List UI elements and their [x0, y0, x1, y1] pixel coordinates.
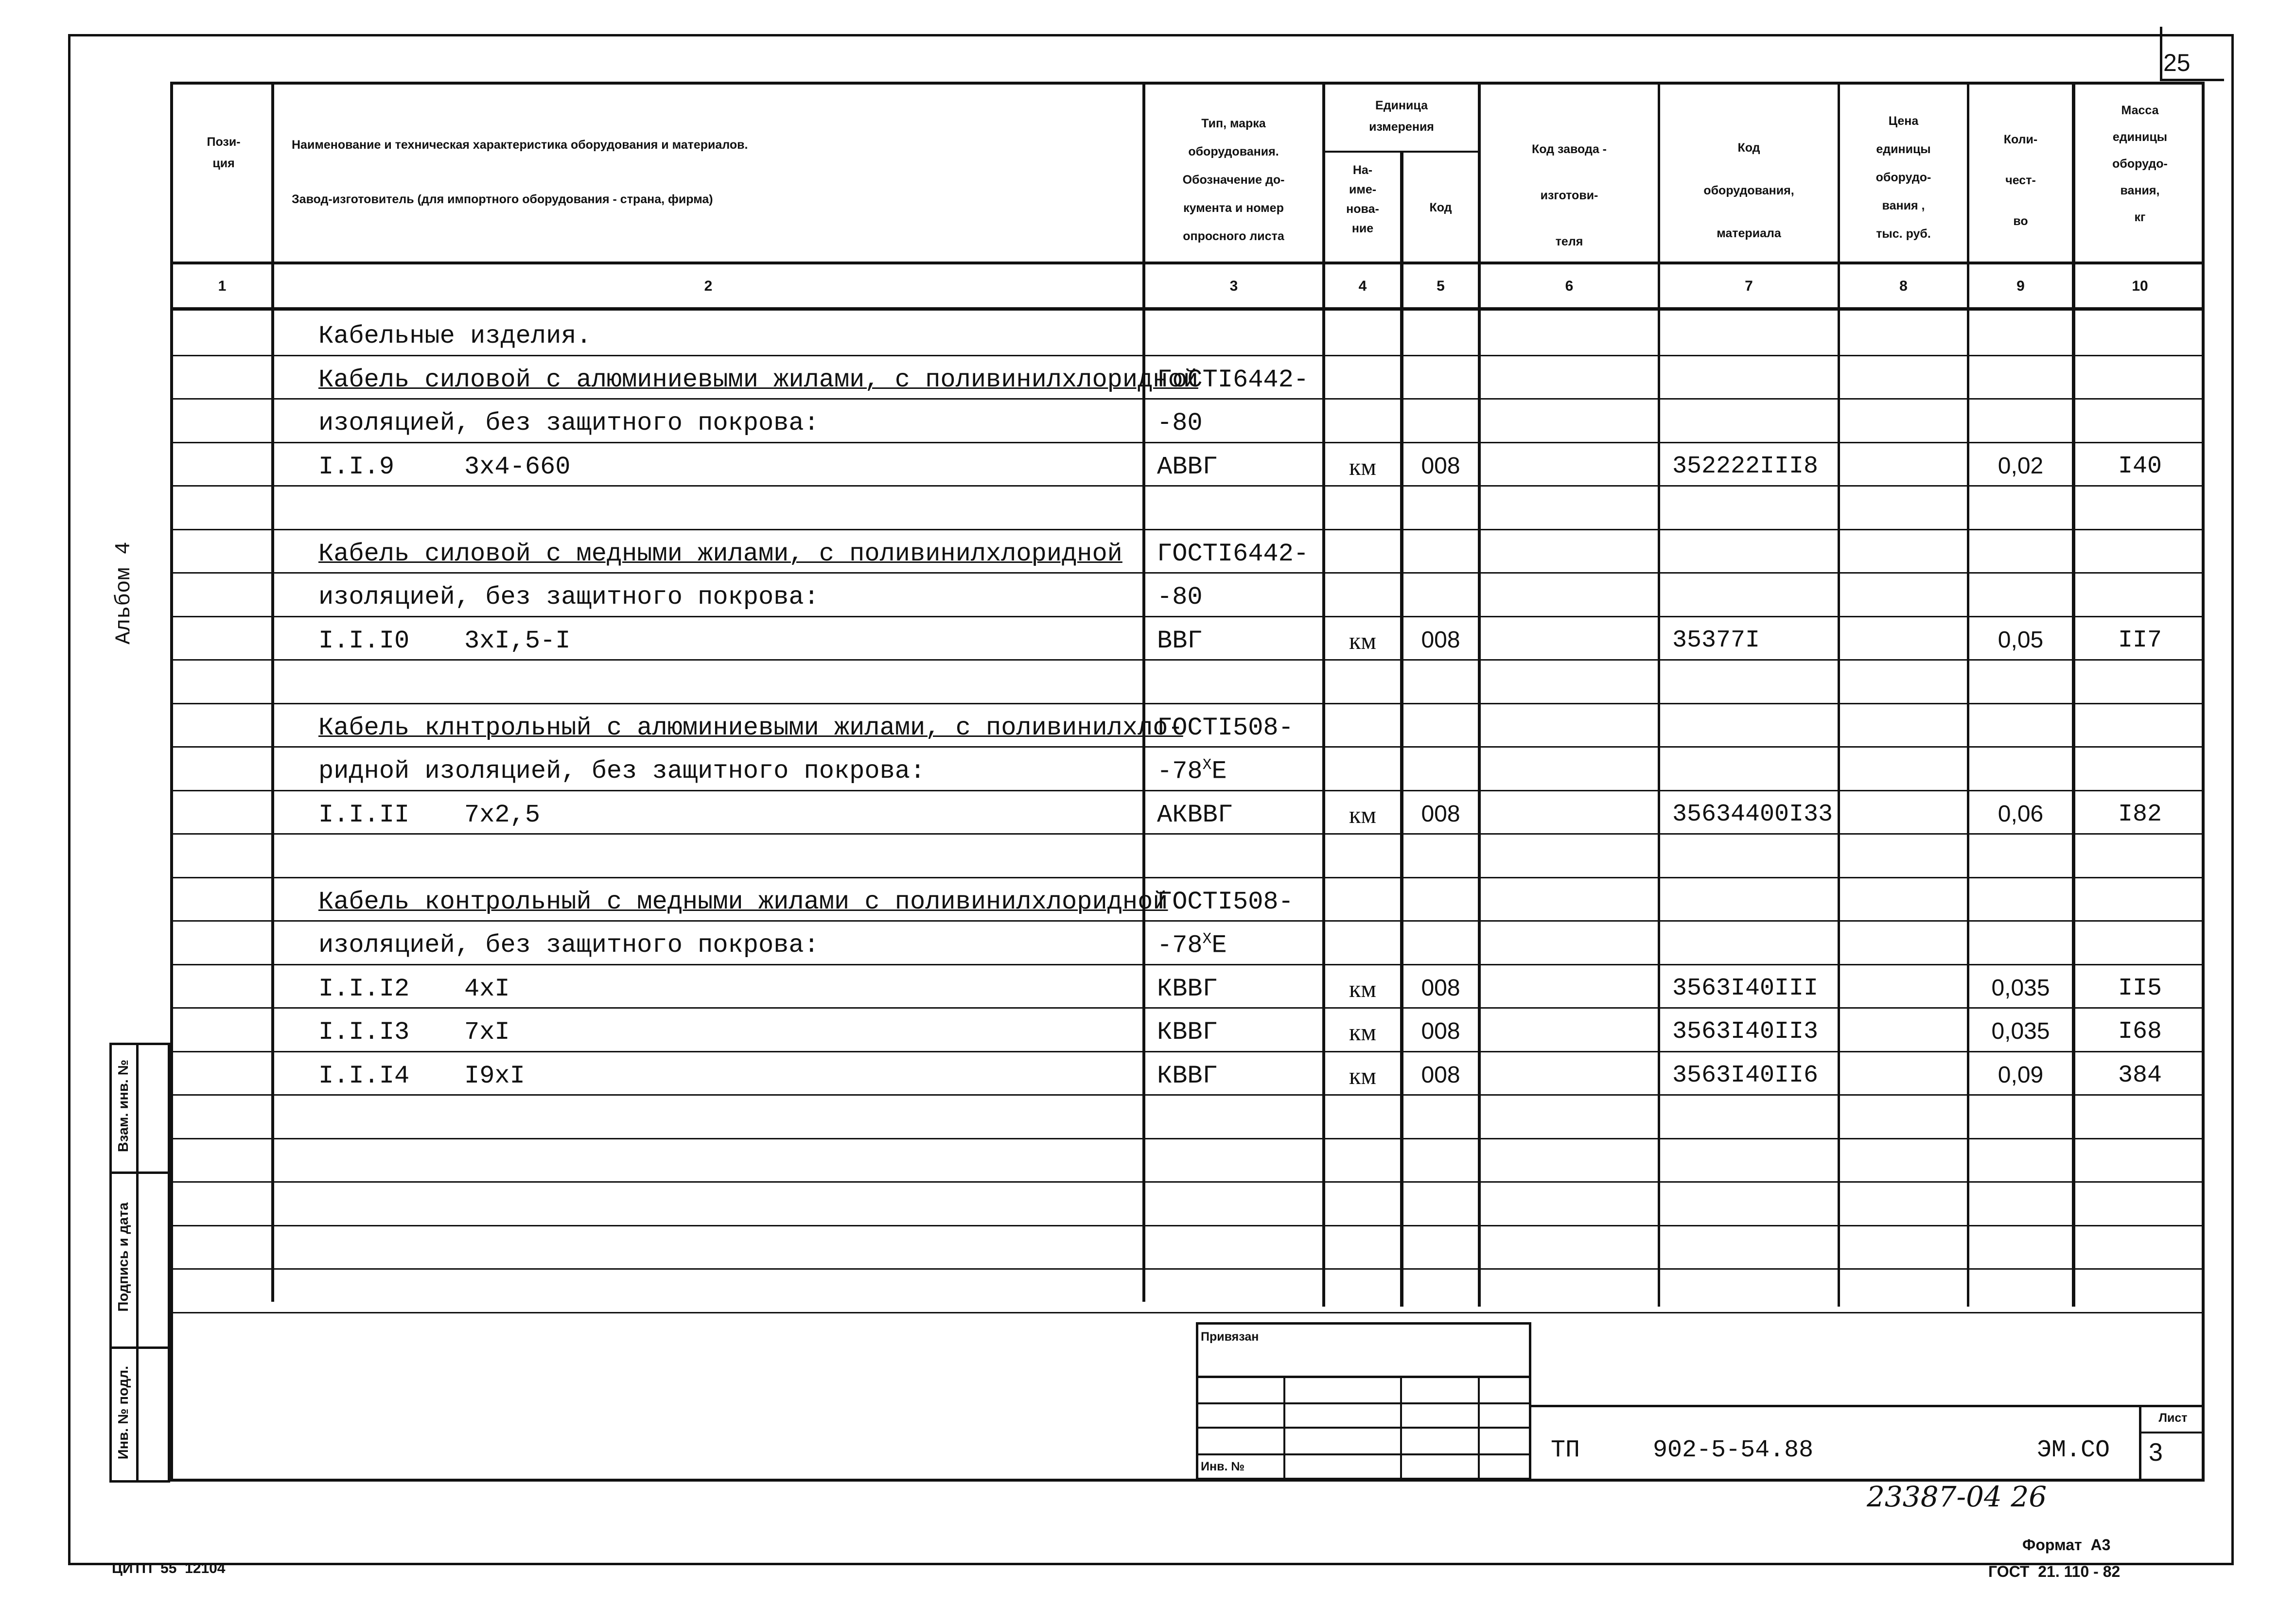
- cable-spec: 4хI: [464, 975, 510, 1003]
- item-name: Кабель силовой с медными жилами, с поливинилхлоридной: [318, 540, 1122, 568]
- equipment-type-text: КВВГ: [1157, 1018, 1218, 1047]
- unit-code: 008: [1421, 627, 1460, 653]
- quantity: 0,02: [1998, 453, 2044, 479]
- quantity: 0,06: [1998, 801, 2044, 827]
- table-row: [0, 703, 2296, 747]
- quantity: 0,035: [1991, 1018, 2050, 1044]
- col-number-2: 2: [704, 278, 713, 294]
- table-row: [0, 746, 2296, 790]
- sheet-number: 3: [2149, 1438, 2163, 1467]
- col-number-5: 5: [1437, 278, 1445, 294]
- col-number-8: 8: [1899, 278, 1908, 294]
- table-row: [0, 964, 2296, 1008]
- table-row: [0, 920, 2296, 964]
- unit-name: км: [1349, 627, 1376, 654]
- privyazan-label: Привязан: [1201, 1330, 1259, 1344]
- row-line: [173, 1138, 2203, 1139]
- quantity: 0,05: [1998, 627, 2044, 653]
- cable-spec: 7х2,5: [464, 801, 541, 829]
- item-name: Кабель контрольный с медными жилами с поливинилхлоридной: [318, 888, 1168, 916]
- equipment-type-text: ГОСТI6442-: [1157, 540, 1309, 568]
- col-number-1: 1: [218, 278, 227, 294]
- equipment-type-text: -78: [1157, 931, 1203, 960]
- sheet-label: Лист: [2158, 1411, 2188, 1425]
- doc-mark: ЭМ.СО: [2037, 1436, 2110, 1464]
- equipment-type: [1157, 540, 1322, 568]
- unit-name: км: [1349, 1018, 1376, 1046]
- item-name: ридной изоляцией, без защитного покрова:: [318, 757, 926, 786]
- header-equipment-code: Код оборудования, материала: [1703, 141, 1794, 240]
- position-code: I.I.9: [318, 453, 395, 481]
- unit-name: км: [1349, 453, 1376, 480]
- footer-format: Формат А3: [2022, 1536, 2111, 1554]
- unit-code: 008: [1421, 453, 1460, 479]
- album-label: Альбом 4: [112, 542, 136, 645]
- equipment-code: 35634400I33: [1672, 801, 1833, 828]
- equipment-type-text: АКВВГ: [1157, 801, 1233, 829]
- position-code: I.I.I4: [318, 1062, 410, 1090]
- quantity: 0,035: [1991, 975, 2050, 1001]
- item-name: Кабельные изделия.: [318, 322, 592, 350]
- header-factory-code: Код завода - изготови- теля: [1531, 142, 1607, 248]
- table-row: [0, 572, 2296, 616]
- quantity: 0,09: [1998, 1062, 2044, 1088]
- table-row: [0, 616, 2296, 660]
- stamp-podpis: Подпись и дата: [116, 1202, 131, 1312]
- item-name: Кабель силовой с алюминиевыми жилами, с поливинилхлоридной: [318, 366, 1198, 394]
- col-number-3: 3: [1229, 278, 1238, 294]
- header-unit-code: Код: [1429, 201, 1452, 214]
- table-row: [0, 833, 2296, 877]
- equipment-type-text: -80: [1157, 583, 1203, 612]
- header-price: Цена единицы оборудо- вания , тыс. руб.: [1875, 114, 1931, 241]
- col-number-7: 7: [1745, 278, 1753, 294]
- stamp-inv-podl: Инв. № подл.: [116, 1365, 131, 1460]
- unit-code: 008: [1421, 1018, 1460, 1044]
- equipment-type-text: -78: [1157, 757, 1203, 786]
- col-number-9: 9: [2016, 278, 2025, 294]
- header-type: Тип, марка оборудования. Обозначение до- кумента и номер опросного листа: [1182, 117, 1285, 243]
- unit-mass: II5: [2118, 975, 2162, 1002]
- item-name: изоляцией, без защитного покрова:: [318, 931, 819, 960]
- equipment-code: 3563I40III: [1672, 975, 1819, 1002]
- item-name: изоляцией, без защитного покрова:: [318, 583, 819, 612]
- unit-mass: 384: [2118, 1062, 2162, 1089]
- row-line: [173, 1312, 2203, 1313]
- unit-code: 008: [1421, 1062, 1460, 1088]
- header-unit: Единица измерения: [1369, 99, 1434, 134]
- header-name: Наименование и техническая характеристика оборудования и материалов. Завод-изготовитель (для импортного оборудования - страна, фирма): [292, 138, 748, 206]
- page-number: 25: [2163, 49, 2191, 76]
- table-row: [0, 485, 2296, 529]
- equipment-type-text: -80: [1157, 409, 1203, 437]
- unit-name: км: [1349, 801, 1376, 828]
- equipment-type-text: АВВГ: [1157, 453, 1218, 481]
- row-line: [173, 1225, 2203, 1226]
- unit-mass: I68: [2118, 1018, 2162, 1046]
- unit-code: 008: [1421, 801, 1460, 827]
- footer-left: ЦИТП 55 12104: [112, 1560, 226, 1576]
- equipment-type: [1157, 975, 1322, 1003]
- item-name: изоляцией, без защитного покрова:: [318, 409, 819, 437]
- row-line: [173, 1181, 2203, 1183]
- unit-name: км: [1349, 975, 1376, 1002]
- col-number-6: 6: [1565, 278, 1574, 294]
- stamp-vzam: Взам. инв. №: [116, 1059, 131, 1153]
- unit-mass: I82: [2118, 801, 2162, 828]
- equipment-code: 3563I40II6: [1672, 1062, 1819, 1089]
- equipment-code: 35377I: [1672, 627, 1760, 654]
- equipment-type-text: ГОСТI508-: [1157, 888, 1294, 916]
- col-number-4: 4: [1358, 278, 1367, 294]
- doc-code: ТП 902-5-54.88: [1551, 1436, 1814, 1464]
- equipment-type: [1157, 627, 1322, 655]
- table-row: [0, 1007, 2296, 1051]
- handwritten-number: 23387-04 26: [1867, 1480, 2047, 1513]
- header-quantity: Коли- чест- во: [2003, 133, 2038, 228]
- equipment-type: [1157, 1018, 1322, 1047]
- equipment-type-sup: Х: [1202, 931, 1212, 948]
- equipment-type: [1157, 888, 1322, 916]
- equipment-type-text: КВВГ: [1157, 975, 1218, 1003]
- equipment-type: [1157, 453, 1322, 481]
- unit-mass: II7: [2118, 627, 2162, 654]
- table-row: [0, 529, 2296, 573]
- position-code: I.I.I2: [318, 975, 410, 1003]
- equipment-type-text: ГоСТI6442-: [1157, 366, 1309, 394]
- equipment-type-suffix: Е: [1211, 931, 1227, 960]
- col-number-10: 10: [2132, 278, 2148, 294]
- cable-spec: 3х4-660: [464, 453, 571, 481]
- table-row: [0, 1051, 2296, 1095]
- table-row: [0, 659, 2296, 703]
- header-mass: Масса единицы оборудо- вания, кг: [2112, 104, 2168, 224]
- table-row: [0, 311, 2296, 355]
- equipment-type: [1157, 366, 1322, 394]
- equipment-type: [1157, 801, 1322, 829]
- unit-name: км: [1349, 1062, 1376, 1089]
- cable-spec: I9хI: [464, 1062, 525, 1090]
- footer-gost: ГОСТ 21. 110 - 82: [1988, 1563, 2121, 1580]
- unit-mass: I40: [2118, 453, 2162, 480]
- position-code: I.I.I0: [318, 627, 410, 655]
- equipment-type-sup: Х: [1202, 757, 1212, 774]
- cable-spec: 7хI: [464, 1018, 510, 1047]
- equipment-type: [1157, 1062, 1322, 1090]
- equipment-type-text: КВВГ: [1157, 1062, 1218, 1090]
- table-row: [0, 790, 2296, 834]
- equipment-type: [1157, 931, 1322, 960]
- table-row: [0, 877, 2296, 921]
- header-position: Пози- ция: [207, 135, 241, 170]
- equipment-type: [1157, 583, 1322, 612]
- equipment-code: 3563I40II3: [1672, 1018, 1819, 1046]
- equipment-type: [1157, 409, 1322, 437]
- item-name: Кабель клнтрольный с алюминиевыми жилами, с поливинилхло-: [318, 714, 1183, 742]
- cable-spec: 3хI,5-I: [464, 627, 571, 655]
- table-row: [0, 442, 2296, 486]
- position-code: I.I.II: [318, 801, 410, 829]
- table-row: [0, 398, 2296, 442]
- table-row: [0, 355, 2296, 399]
- equipment-type: [1157, 757, 1322, 786]
- equipment-type: [1157, 714, 1322, 742]
- row-line: [173, 1268, 2203, 1270]
- equipment-type-text: ГОСТI508-: [1157, 714, 1294, 742]
- equipment-type-text: ВВГ: [1157, 627, 1203, 655]
- unit-code: 008: [1421, 975, 1460, 1001]
- equipment-type-suffix: Е: [1211, 757, 1227, 786]
- inv-no-label: Инв. №: [1201, 1460, 1245, 1473]
- position-code: I.I.I3: [318, 1018, 410, 1047]
- header-unit-name: На- име- нова- ние: [1346, 163, 1379, 235]
- equipment-code: 352222III8: [1672, 453, 1819, 480]
